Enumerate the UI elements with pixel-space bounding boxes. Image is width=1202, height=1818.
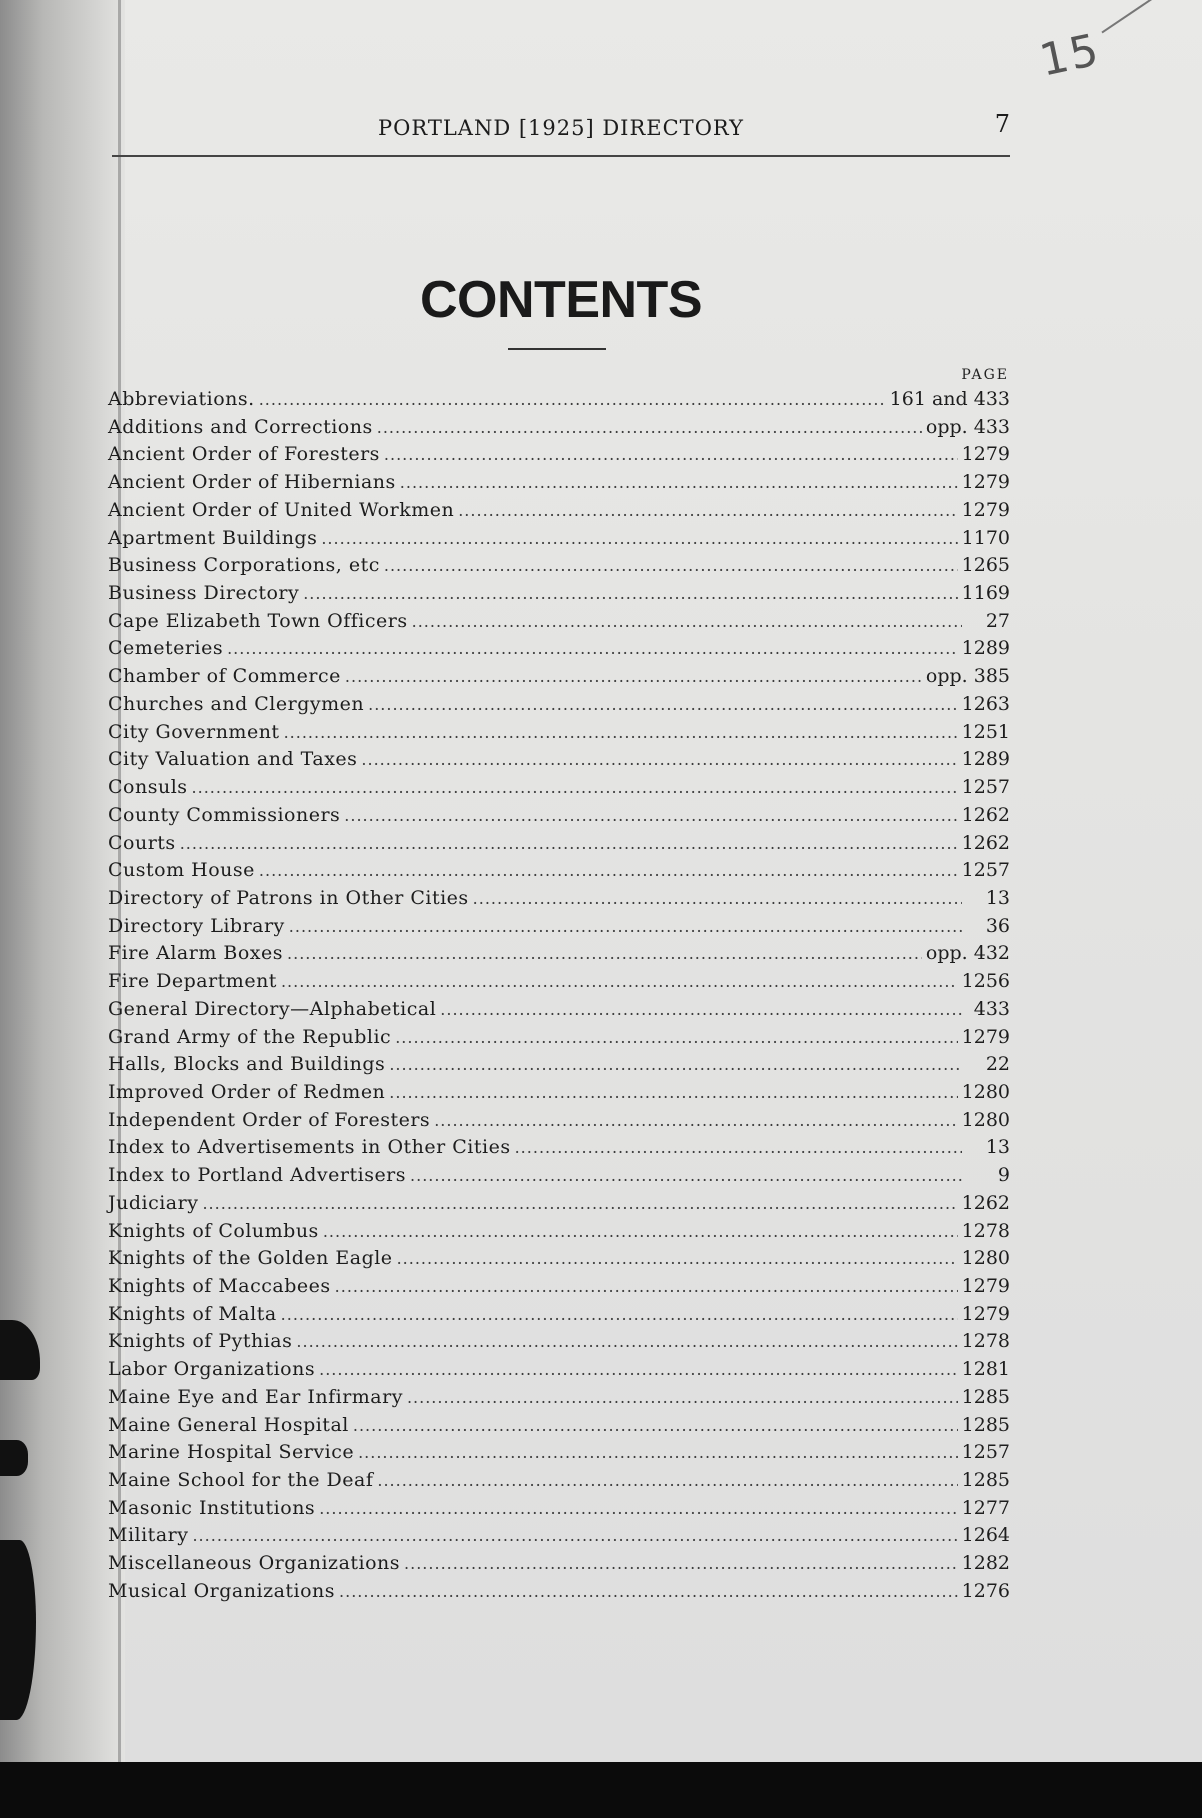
toc-entry	[108, 1164, 1010, 1192]
toc-entry-page: 13	[985, 886, 1010, 909]
toc-entry	[108, 416, 1010, 444]
toc-entry	[108, 1386, 1010, 1414]
dot-leader	[361, 750, 957, 769]
dot-leader	[389, 1083, 957, 1102]
toc-entry-label: Maine School for the Deaf	[108, 1469, 374, 1492]
toc-entry-page: opp. 385	[925, 665, 1010, 688]
dot-leader	[400, 473, 958, 492]
toc-entry	[108, 942, 1010, 970]
toc-entry	[108, 1275, 1010, 1303]
toc-entry-label: Cemeteries	[108, 637, 224, 660]
toc-entry-page: 1262	[961, 1191, 1010, 1214]
toc-entry-page: 1257	[961, 776, 1010, 799]
running-title: PORTLAND [1925] DIRECTORY	[378, 116, 744, 140]
toc-entry-label: Knights of Maccabees	[108, 1275, 331, 1297]
dot-leader	[319, 1499, 957, 1518]
toc-entry	[108, 693, 1010, 721]
toc-entry-label: Index to Portland Advertisers	[108, 1164, 407, 1187]
toc-entry-page: 1279	[961, 1275, 1010, 1297]
toc-entry	[108, 1053, 1010, 1081]
dot-leader	[404, 1554, 958, 1573]
toc-entry	[108, 721, 1010, 749]
dot-leader	[227, 639, 958, 658]
toc-entry-page: 1263	[961, 692, 1010, 715]
toc-entry-label: Knights of Malta	[108, 1302, 277, 1325]
toc-entry-page: 13	[985, 1136, 1010, 1159]
dot-leader	[377, 1471, 957, 1490]
toc-entry-label: Business Directory	[108, 582, 300, 605]
toc-entry	[108, 1441, 1010, 1469]
toc-entry	[108, 887, 1010, 915]
dot-leader	[397, 1249, 958, 1268]
dot-leader	[515, 1138, 962, 1157]
toc-entry-label: Ancient Order of Foresters	[108, 443, 380, 466]
toc-entry-label: Knights of Columbus	[108, 1219, 319, 1242]
toc-entry	[108, 471, 1010, 499]
toc-entry	[108, 1524, 1010, 1552]
toc-entry-page: 1279	[961, 471, 1010, 494]
toc-entry-page: 1280	[961, 1247, 1010, 1270]
dot-leader	[458, 501, 957, 520]
handwritten-mark: 15	[1035, 24, 1105, 87]
dot-leader	[440, 1000, 962, 1019]
toc-entry	[108, 1192, 1010, 1220]
dot-leader	[358, 1443, 958, 1462]
toc-entry	[108, 443, 1010, 471]
toc-entry	[108, 665, 1010, 693]
toc-entry-page: 1278	[961, 1219, 1010, 1242]
dot-leader	[389, 1055, 962, 1074]
toc-entry-label: Business Corporations, etc	[108, 554, 380, 577]
toc-entry-page: opp. 433	[925, 415, 1010, 438]
dot-leader	[296, 1332, 957, 1351]
toc-entry	[108, 610, 1010, 638]
toc-entry-label: Custom House	[108, 859, 255, 882]
toc-entry-label: Courts	[108, 831, 176, 854]
dot-leader	[384, 445, 958, 464]
dot-leader	[281, 1305, 958, 1324]
toc-entry-label: Ancient Order of United Workmen	[108, 498, 455, 521]
toc-entry-page: 161 and 433	[889, 388, 1010, 410]
toc-entry-page: 1265	[961, 554, 1010, 577]
page-binding	[0, 0, 125, 1762]
toc-entry-label: Judiciary	[108, 1191, 199, 1214]
toc-entry-page: 1279	[961, 443, 1010, 466]
toc-entry-page: 1282	[961, 1552, 1010, 1575]
toc-entry-page: 1277	[961, 1496, 1010, 1519]
header-rule	[112, 155, 1010, 157]
dot-leader	[473, 889, 962, 908]
dot-leader	[284, 723, 958, 742]
dot-leader	[303, 584, 957, 603]
toc-entry	[108, 527, 1010, 555]
toc-entry-page: 1276	[961, 1579, 1010, 1602]
dot-leader	[434, 1111, 957, 1130]
toc-entry-label: Chamber of Commerce	[108, 665, 341, 688]
toc-entry-page: opp. 432	[925, 942, 1010, 965]
dot-leader	[289, 917, 962, 936]
toc-entry-label: Grand Army of the Republic	[108, 1025, 392, 1048]
toc-entry-page: 1285	[961, 1413, 1010, 1436]
page-column-label: PAGE	[961, 367, 1009, 383]
toc-entry-page: 1285	[961, 1385, 1010, 1408]
toc-entry	[108, 998, 1010, 1026]
toc-entry-page: 1257	[961, 1441, 1010, 1464]
toc-entry-label: Halls, Blocks and Buildings	[108, 1053, 386, 1076]
toc-entry	[108, 1109, 1010, 1137]
dot-leader	[321, 529, 957, 548]
toc-entry	[108, 1497, 1010, 1525]
toc-entry-label: Marine Hospital Service	[108, 1441, 355, 1464]
toc-entry-page: 27	[985, 609, 1010, 632]
dot-leader	[202, 1194, 957, 1213]
running-header	[112, 112, 1010, 152]
dot-leader	[319, 1360, 958, 1379]
dot-leader	[353, 1416, 958, 1435]
toc-entry-label: City Government	[108, 720, 280, 743]
toc-entry	[108, 1330, 1010, 1358]
toc-entry-label: Military	[108, 1524, 189, 1547]
toc-entry	[108, 1026, 1010, 1054]
dot-leader	[368, 695, 958, 714]
contents-list	[108, 388, 1010, 1608]
toc-entry-label: Ancient Order of Hibernians	[108, 471, 396, 494]
dot-leader	[323, 1222, 958, 1241]
toc-entry	[108, 637, 1010, 665]
toc-entry	[108, 970, 1010, 998]
toc-entry-page: 9	[997, 1164, 1010, 1187]
page-tear	[0, 1440, 28, 1476]
title-rule	[508, 348, 606, 350]
toc-entry	[108, 582, 1010, 610]
dot-leader	[192, 778, 958, 797]
toc-entry	[108, 1247, 1010, 1275]
dot-leader	[259, 861, 958, 880]
toc-entry-page: 1289	[961, 637, 1010, 660]
toc-entry-label: Index to Advertisements in Other Cities	[108, 1136, 511, 1159]
toc-entry-label: Knights of Pythias	[108, 1330, 293, 1353]
toc-entry	[108, 915, 1010, 943]
toc-entry-page: 1256	[961, 970, 1010, 993]
toc-entry-page: 36	[985, 914, 1010, 937]
toc-entry	[108, 1358, 1010, 1386]
toc-entry-label: Abbreviations.	[108, 388, 255, 410]
dot-leader	[335, 1277, 958, 1296]
toc-entry-label: Additions and Corrections	[108, 415, 373, 438]
toc-entry-page: 1280	[961, 1108, 1010, 1131]
toc-entry-label: Knights of the Golden Eagle	[108, 1247, 393, 1270]
toc-entry-label: Independent Order of Foresters	[108, 1108, 431, 1131]
toc-entry-page: 1251	[961, 720, 1010, 743]
toc-entry	[108, 1303, 1010, 1331]
dot-leader	[192, 1526, 957, 1545]
toc-entry	[108, 1414, 1010, 1442]
toc-entry-label: Churches and Clergymen	[108, 692, 365, 715]
toc-entry-label: Fire Department	[108, 970, 277, 993]
toc-entry-label: Directory Library	[108, 914, 285, 937]
toc-entry	[108, 804, 1010, 832]
toc-entry-page: 1279	[961, 1302, 1010, 1325]
dot-leader	[345, 667, 922, 686]
toc-entry-label: Improved Order of Redmen	[108, 1080, 386, 1103]
toc-entry-label: Fire Alarm Boxes	[108, 942, 284, 965]
toc-entry-page: 1257	[961, 859, 1010, 882]
toc-entry-label: Miscellaneous Organizations	[108, 1552, 401, 1575]
toc-entry-label: Directory of Patrons in Other Cities	[108, 886, 469, 909]
toc-entry-label: City Valuation and Taxes	[108, 748, 358, 771]
toc-entry-page: 1278	[961, 1330, 1010, 1353]
toc-entry	[108, 1136, 1010, 1164]
toc-entry-label: Maine Eye and Ear Infirmary	[108, 1385, 403, 1408]
dot-leader	[344, 806, 957, 825]
toc-entry-page: 1170	[961, 526, 1010, 549]
toc-entry	[108, 1580, 1010, 1608]
dot-leader	[410, 1166, 962, 1185]
toc-entry-label: General Directory—Alphabetical	[108, 997, 437, 1020]
toc-entry	[108, 776, 1010, 804]
toc-entry-page: 1262	[961, 803, 1010, 826]
toc-entry	[108, 1220, 1010, 1248]
dot-leader	[180, 834, 958, 853]
toc-entry-page: 1262	[961, 831, 1010, 854]
dot-leader	[259, 390, 886, 409]
toc-entry-page: 22	[985, 1053, 1010, 1076]
dot-leader	[407, 1388, 958, 1407]
toc-entry-label: Labor Organizations	[108, 1358, 316, 1381]
dot-leader	[377, 418, 922, 437]
toc-entry	[108, 499, 1010, 527]
dot-leader	[281, 972, 958, 991]
toc-entry-label: Masonic Institutions	[108, 1496, 316, 1519]
toc-entry	[108, 748, 1010, 776]
toc-entry-page: 433	[973, 997, 1010, 1020]
toc-entry-label: Consuls	[108, 776, 188, 799]
toc-entry	[108, 832, 1010, 860]
dot-leader	[412, 612, 962, 631]
handwritten-slash	[1101, 0, 1160, 33]
toc-entry-label: Musical Organizations	[108, 1579, 336, 1602]
toc-entry	[108, 554, 1010, 582]
toc-entry	[108, 1469, 1010, 1497]
toc-entry-page: 1279	[961, 1025, 1010, 1048]
toc-entry	[108, 388, 1010, 416]
toc-entry-page: 1289	[961, 748, 1010, 771]
toc-entry-label: Cape Elizabeth Town Officers	[108, 609, 408, 632]
toc-entry-label: Apartment Buildings	[108, 526, 318, 549]
toc-entry-page: 1280	[961, 1080, 1010, 1103]
dot-leader	[287, 944, 922, 963]
dot-leader	[339, 1582, 958, 1601]
dot-leader	[384, 556, 958, 575]
toc-entry-page: 1279	[961, 498, 1010, 521]
page-number: 7	[994, 110, 1010, 138]
toc-entry	[108, 1081, 1010, 1109]
toc-entry	[108, 1552, 1010, 1580]
toc-entry-page: 1169	[961, 582, 1010, 605]
dot-leader	[395, 1028, 957, 1047]
toc-entry-page: 1264	[961, 1524, 1010, 1547]
toc-entry-page: 1281	[961, 1358, 1010, 1381]
toc-entry	[108, 859, 1010, 887]
contents-title: CONTENTS	[420, 271, 702, 329]
toc-entry-label: County Commissioners	[108, 803, 341, 826]
toc-entry-page: 1285	[961, 1469, 1010, 1492]
toc-entry-label: Maine General Hospital	[108, 1413, 349, 1436]
